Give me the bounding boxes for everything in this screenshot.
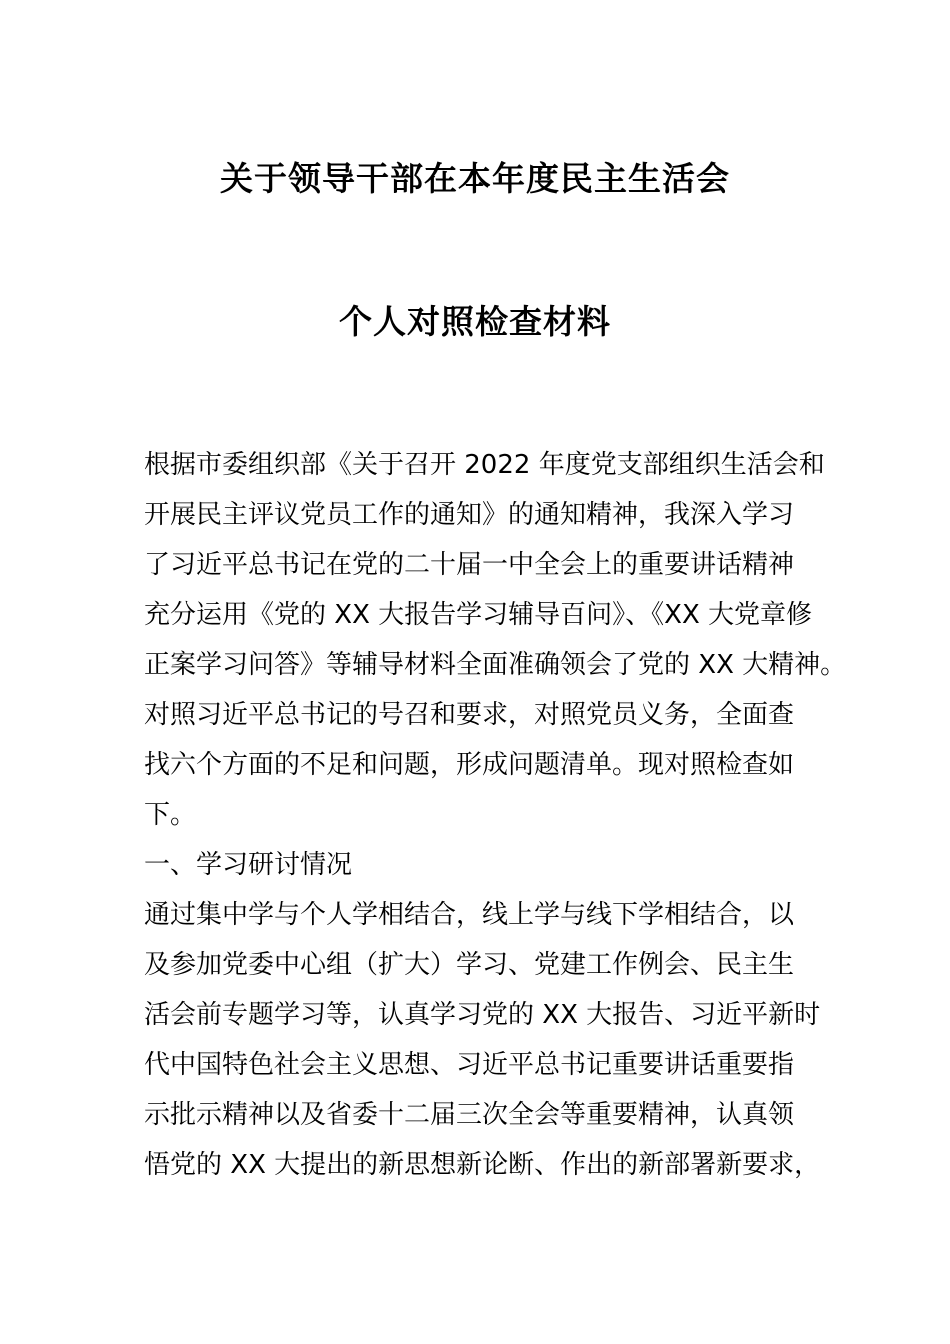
document-title-line-1: 关于领导干部在本年度民主生活会 bbox=[220, 159, 730, 198]
body-line: 了习近平总书记在党的二十届一中全会上的重要讲话精神 bbox=[144, 550, 795, 580]
body-line: 找六个方面的不足和问题，形成问题清单。现对照检查如 bbox=[144, 750, 795, 780]
body-line: 悟党的 XX 大提出的新思想新论断、作出的新部署新要求， bbox=[144, 1150, 821, 1180]
body-line: 对照习近平总书记的号召和要求，对照党员义务，全面查 bbox=[144, 700, 795, 730]
document-body bbox=[144, 440, 847, 1190]
body-line: 下。 bbox=[144, 800, 197, 830]
section-heading: 一、学习研讨情况 bbox=[144, 850, 353, 880]
body-line: 示批示精神以及省委十二届三次全会等重要精神，认真领 bbox=[144, 1100, 795, 1130]
body-line: 开展民主评议党员工作的通知》的通知精神，我深入学习 bbox=[144, 500, 795, 530]
body-line: 充分运用《党的 XX 大报告学习辅导百问》、《XX 大党章修 bbox=[144, 600, 813, 630]
body-line: 活会前专题学习等，认真学习党的 XX 大报告、习近平新时 bbox=[144, 1000, 821, 1030]
body-line: 通过集中学与个人学相结合，线上学与线下学相结合，以 bbox=[144, 900, 795, 930]
document-title-line-2: 个人对照检查材料 bbox=[339, 302, 611, 341]
body-line: 及参加党委中心组（扩大）学习、党建工作例会、民主生 bbox=[144, 950, 795, 980]
body-line: 正案学习问答》等辅导材料全面准确领会了党的 XX 大精神。 bbox=[144, 650, 847, 680]
body-line: 代中国特色社会主义思想、习近平总书记重要讲话重要指 bbox=[144, 1050, 795, 1080]
body-line: 根据市委组织部《关于召开 2022 年度党支部组织生活会和 bbox=[144, 450, 825, 480]
